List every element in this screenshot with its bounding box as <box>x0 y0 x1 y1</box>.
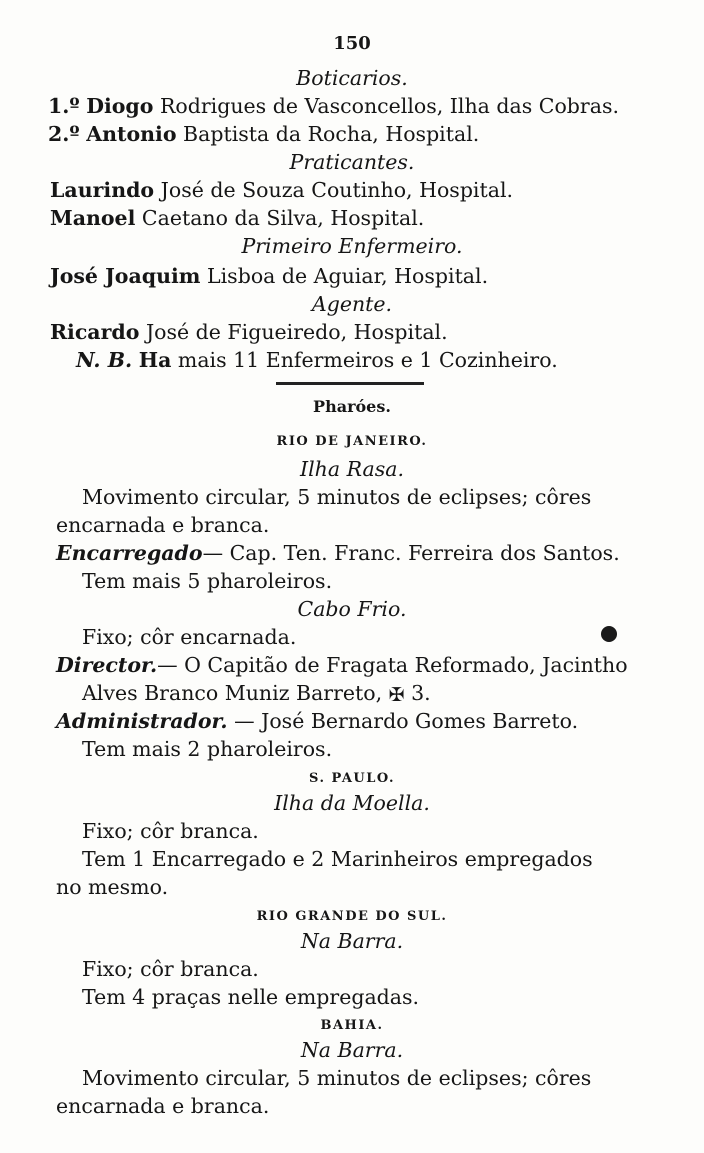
entry-agente <box>50 318 684 346</box>
place-cabo-frio: Cabo Frio. <box>297 597 407 621</box>
director-name: Alves Branco Muniz Barreto, <box>82 681 383 705</box>
entry-rank: 2.º <box>48 122 80 146</box>
cabo-frio-extra: Tem mais 2 pharoleiros. <box>82 737 333 761</box>
entry-rank: 1.º <box>48 94 80 118</box>
cabo-frio-desc: Fixo; côr encarnada. <box>82 625 297 649</box>
entry-name: Ricardo <box>50 320 140 344</box>
place-na-barra-bahia: Na Barra. <box>300 1038 404 1062</box>
role-label: Encarregado <box>56 541 203 565</box>
role-person: — O Capitão de Fragata Reformado, Jacintho <box>157 653 628 677</box>
entry-name: José Joaquim <box>50 264 201 288</box>
entry-praticante-1 <box>50 176 684 204</box>
place-ilha-rasa: Ilha Rasa. <box>300 457 404 481</box>
director-suffix: 3. <box>411 681 431 705</box>
heading-praticantes: Praticantes. <box>289 150 415 174</box>
entry-name: Diogo <box>86 94 154 118</box>
nota-bene <box>76 346 684 374</box>
region-bahia: BAHIA. <box>320 1018 384 1033</box>
entry-text: Lisboa de Aguiar, Hospital. <box>207 264 489 288</box>
heading-primeiro-enfermeiro: Primeiro Enfermeiro. <box>241 234 463 258</box>
ilha-rasa-desc-1 <box>82 483 684 511</box>
entry-text: José de Souza Coutinho, Hospital. <box>160 178 514 202</box>
entry-boticario-1 <box>48 92 684 120</box>
role-label: Director. <box>56 653 158 677</box>
rs-desc: Fixo; côr branca. <box>82 957 259 981</box>
bahia-desc-1: Movimento circular, 5 minutos de eclipses; côres <box>82 1066 592 1090</box>
place-na-barra-rs: Na Barra. <box>300 929 404 953</box>
heading-boticarios: Boticarios. <box>296 66 408 90</box>
cabo-frio-administrador <box>56 707 684 735</box>
order-cross-icon: ✠ <box>388 684 405 706</box>
nota-text: mais 11 Enfermeiros e 1 Cozinheiro. <box>177 348 558 372</box>
rs-staff: Tem 4 praças nelle empregadas. <box>82 985 420 1009</box>
nota-prefix: Ha <box>138 348 172 372</box>
moella-desc: Fixo; côr branca. <box>82 819 259 843</box>
page-number: 150 <box>333 33 371 54</box>
entry-text: Baptista da Rocha, Hospital. <box>183 122 480 146</box>
role-person: — José Bernardo Gomes Barreto. <box>234 709 579 733</box>
desc-text: Movimento circular, 5 minutos de eclipses; côres <box>82 485 592 509</box>
entry-enfermeiro <box>50 262 684 290</box>
entry-name: Antonio <box>86 122 177 146</box>
ilha-rasa-desc-2: encarnada e branca. <box>56 513 270 537</box>
place-ilha-da-moella: Ilha da Moella. <box>274 791 430 815</box>
entry-boticario-2 <box>48 120 684 148</box>
ilha-rasa-encarregado <box>56 539 684 567</box>
region-rio-de-janeiro: RIO DE JANEIRO. <box>276 434 428 449</box>
entry-text: Rodrigues de Vasconcellos, Ilha das Cobras. <box>159 94 619 118</box>
heading-pharoes: Pharóes. <box>313 397 391 416</box>
heading-agente: Agente. <box>311 292 393 316</box>
region-rio-grande-do-sul: RIO GRANDE DO SUL. <box>256 909 448 924</box>
role-person: — Cap. Ten. Franc. Ferreira dos Santos. <box>202 541 620 565</box>
cabo-frio-director-1 <box>56 651 684 679</box>
moella-staff-1: Tem 1 Encarregado e 2 Marinheiros empregados <box>82 847 593 871</box>
entry-name: Manoel <box>50 206 136 230</box>
entry-name: Laurindo <box>50 178 155 202</box>
cabo-frio-director-2 <box>82 679 684 708</box>
role-label: Administrador. <box>56 709 228 733</box>
entry-text: Caetano da Silva, Hospital. <box>141 206 425 230</box>
ink-blot <box>601 626 617 642</box>
bahia-desc-2: encarnada e branca. <box>56 1094 270 1118</box>
entry-text: José de Figueiredo, Hospital. <box>145 320 448 344</box>
region-s-paulo: S. PAULO. <box>309 771 395 786</box>
entry-praticante-2 <box>50 204 684 232</box>
section-divider <box>276 382 424 385</box>
moella-staff-2: no mesmo. <box>56 875 169 899</box>
ilha-rasa-extra: Tem mais 5 pharoleiros. <box>82 569 333 593</box>
nota-label: N. B. <box>76 348 133 372</box>
